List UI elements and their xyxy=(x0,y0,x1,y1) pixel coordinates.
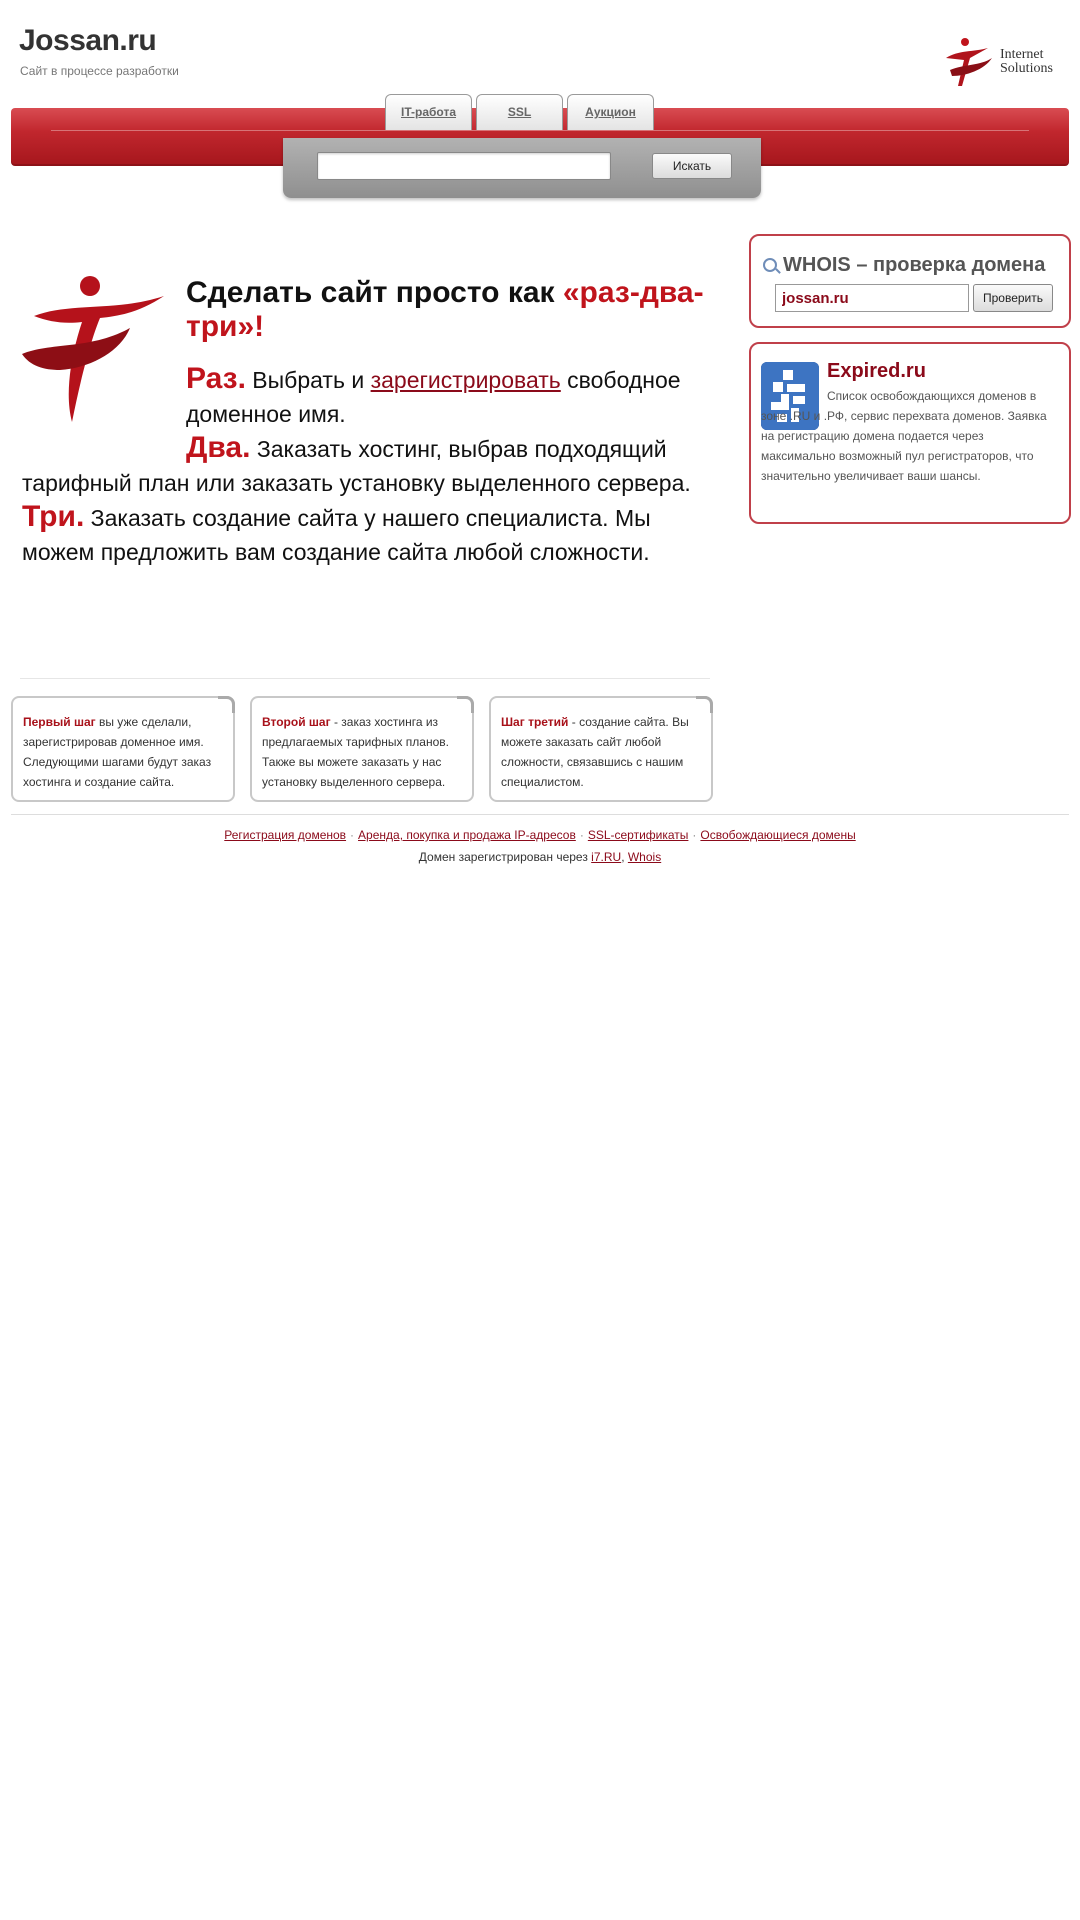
whois-title: WHOIS – проверка домена xyxy=(783,254,1046,276)
footer-link-i7[interactable]: i7.RU xyxy=(591,850,622,864)
whois-check-button[interactable]: Проверить xyxy=(973,284,1053,312)
footer-link-ip[interactable]: Аренда, покупка и продажа IP-адресов xyxy=(358,828,576,842)
site-subtitle: Сайт в процессе разработки xyxy=(20,64,179,78)
whois-widget xyxy=(749,234,1071,328)
stepbox-first-title: Первый шаг xyxy=(23,715,96,729)
site-title: Jossan.ru xyxy=(19,24,157,57)
search-panel xyxy=(283,138,761,198)
footer-sep: · xyxy=(350,828,355,842)
headline-accent: «раз-два-три»! xyxy=(186,276,704,343)
stepbox-second xyxy=(250,696,474,802)
stepbox-third-title: Шаг третий xyxy=(501,715,569,729)
search-button[interactable]: Искать xyxy=(652,153,732,179)
footer-link-expiring[interactable]: Освобождающиеся домены xyxy=(700,828,856,842)
step1-word: Раз. xyxy=(186,362,246,395)
footer-link-ssl[interactable]: SSL-сертификаты xyxy=(587,828,689,842)
tab-it-work[interactable]: IT-работа xyxy=(385,94,472,130)
expired-description: Список освобождающихся доменов в зоне .RU и .РФ, сервис перехвата доменов. Заявка на регистрацию домена подается через максимально возможный пул регистраторов, что значительно увеличивает ваши шансы. xyxy=(761,389,1047,483)
brand-line-2: Solutions xyxy=(1000,61,1053,76)
step3-text: Заказать создание сайта у нашего специалиста. Мы можем предложить вам создание сайта любой сложности. xyxy=(22,505,651,565)
stepbox-third-text: - создание сайта. Вы можете заказать сайт любой сложности, связавшись с нашим специалистом. xyxy=(501,715,689,789)
footer-note-sep: , xyxy=(621,850,628,864)
step1-text1: Выбрать и xyxy=(245,367,371,393)
tab-auction[interactable]: Аукцион xyxy=(567,94,654,130)
stepbox-second-text: - заказ хостинга из предлагаемых тарифных планов. Также вы можете заказать у нас установку выделенного сервера. xyxy=(262,715,449,789)
steps-text xyxy=(22,360,712,569)
expired-title-link[interactable]: Expired.ru xyxy=(827,360,926,382)
footer-link-domains[interactable]: Регистрация доменов xyxy=(224,828,347,842)
expired-widget xyxy=(749,342,1071,524)
register-link[interactable]: зарегистрировать xyxy=(370,367,561,393)
headline-text: Сделать сайт просто как xyxy=(186,276,563,309)
step3-word: Три. xyxy=(22,500,85,533)
footer-links xyxy=(0,828,1080,842)
stepbox-first-text: вы уже сделали, зарегистрировав доменное имя. Следующими шагами будут заказ хостинга и создание сайта. xyxy=(23,715,212,789)
nav-tabs xyxy=(385,94,654,130)
step1-text2: свободное доменное имя. xyxy=(186,367,681,427)
search-icon xyxy=(763,258,777,272)
footer-sep: · xyxy=(579,828,584,842)
tab-ssl[interactable]: SSL xyxy=(476,94,563,130)
footer-sep: · xyxy=(692,828,697,842)
step2-word: Два. xyxy=(186,431,251,464)
page-headline xyxy=(186,276,706,344)
whois-domain-input[interactable] xyxy=(775,284,969,312)
brand-line-1: Internet xyxy=(1000,47,1044,62)
footer-note xyxy=(0,850,1080,864)
footer-note-prefix: Домен зарегистрирован через xyxy=(418,850,592,864)
stepbox-first xyxy=(11,696,235,802)
stepbox-second-title: Второй шаг xyxy=(262,715,331,729)
footer-divider xyxy=(11,814,1069,815)
step2-text: Заказать хостинг, выбрав подходящий тарифный план или заказать установку выделенного сервера. xyxy=(22,436,691,496)
stepbox-third xyxy=(489,696,713,802)
search-input[interactable] xyxy=(317,152,611,180)
content-divider xyxy=(20,678,710,679)
footer-link-whois[interactable]: Whois xyxy=(627,850,662,864)
